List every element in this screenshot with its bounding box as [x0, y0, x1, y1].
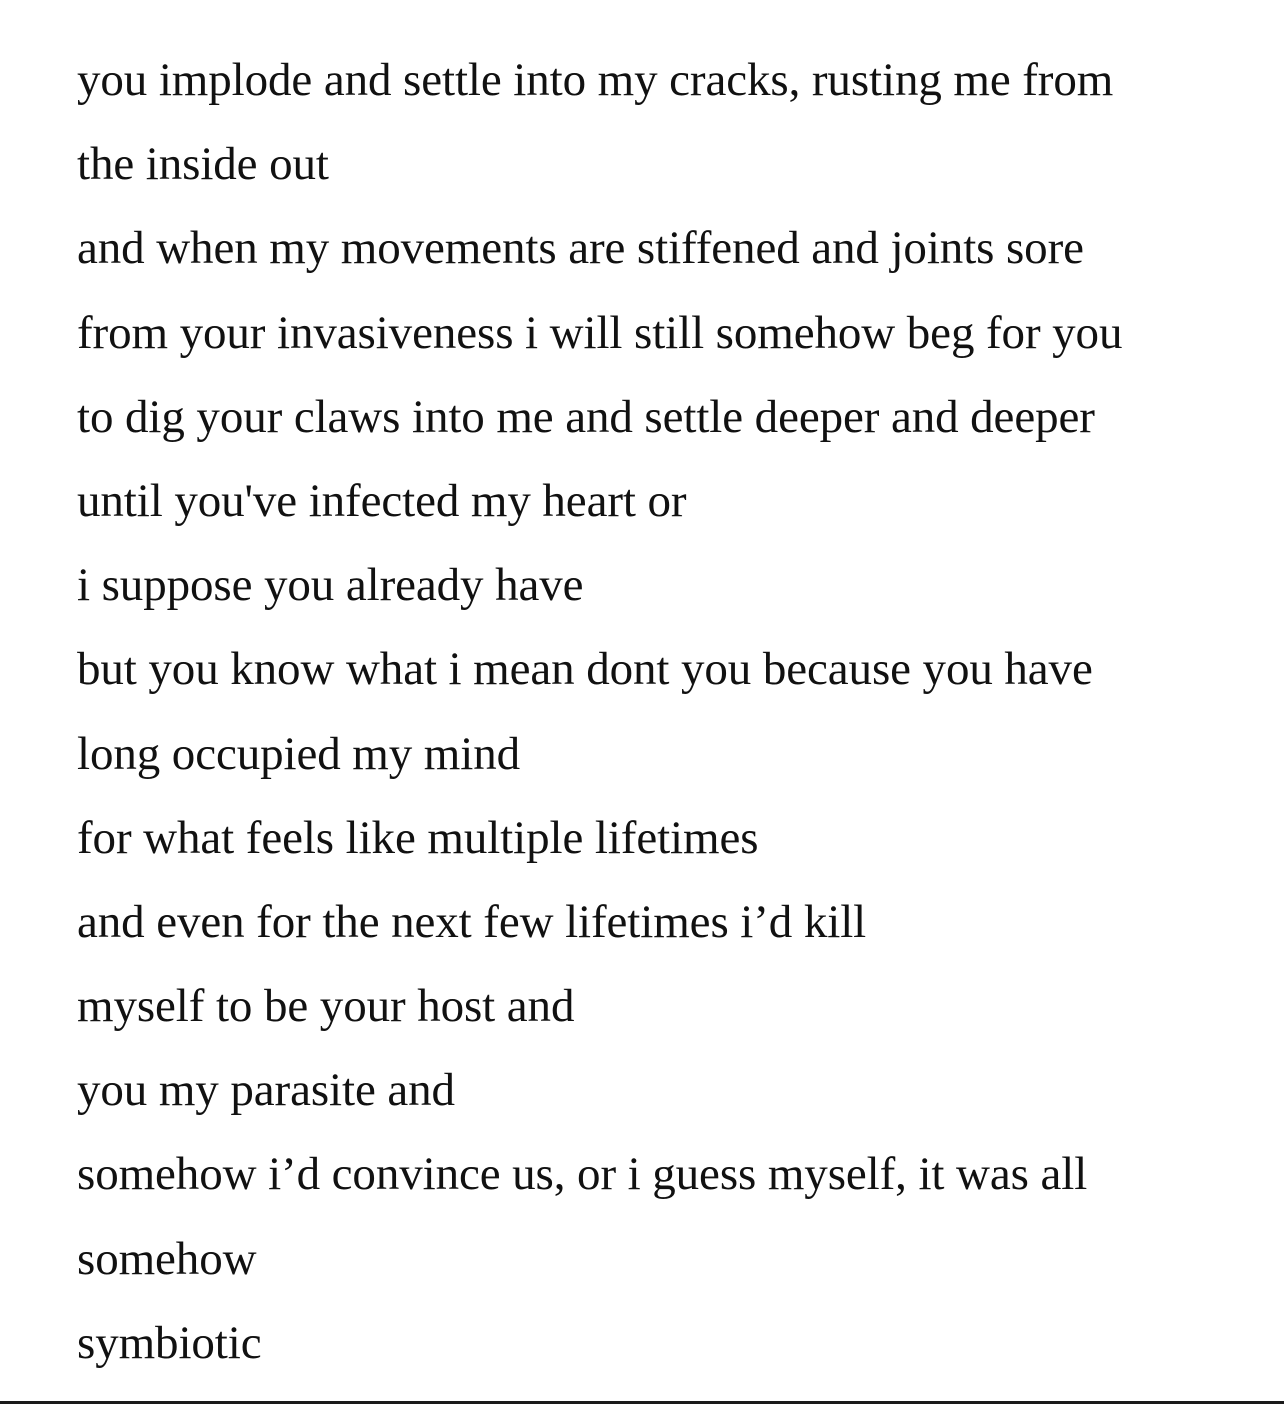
poem-line: you my parasite and — [77, 1064, 455, 1117]
poem-line: symbiotic — [77, 1316, 262, 1369]
poem-line: from your invasiveness i will still somehow beg for you — [77, 306, 1123, 359]
poem-line: to dig your claws into me and settle deeper and deeper — [77, 390, 1095, 443]
poem-line: somehow — [77, 1232, 257, 1285]
poem-line: you implode and settle into my cracks, rusting me from — [77, 54, 1114, 106]
poem-line: long occupied my mind — [77, 727, 521, 780]
poem-line: i suppose you already have — [77, 559, 584, 612]
poem-line: the inside out — [77, 138, 329, 191]
poem-line: but you know what i mean dont you because you have — [77, 643, 1093, 696]
poem-line: and even for the next few lifetimes i’d kill — [77, 895, 867, 948]
poem-line: and when my movements are stiffened and joints sore — [77, 222, 1084, 275]
poem-line: until you've infected my heart or — [77, 474, 687, 527]
poem-line: for what feels like multiple lifetimes — [77, 811, 759, 864]
poem-line: myself to be your host and — [77, 980, 575, 1033]
poem-line: somehow i’d convince us, or i guess myself, it was all — [77, 1148, 1088, 1201]
poem-text — [77, 38, 1257, 1385]
